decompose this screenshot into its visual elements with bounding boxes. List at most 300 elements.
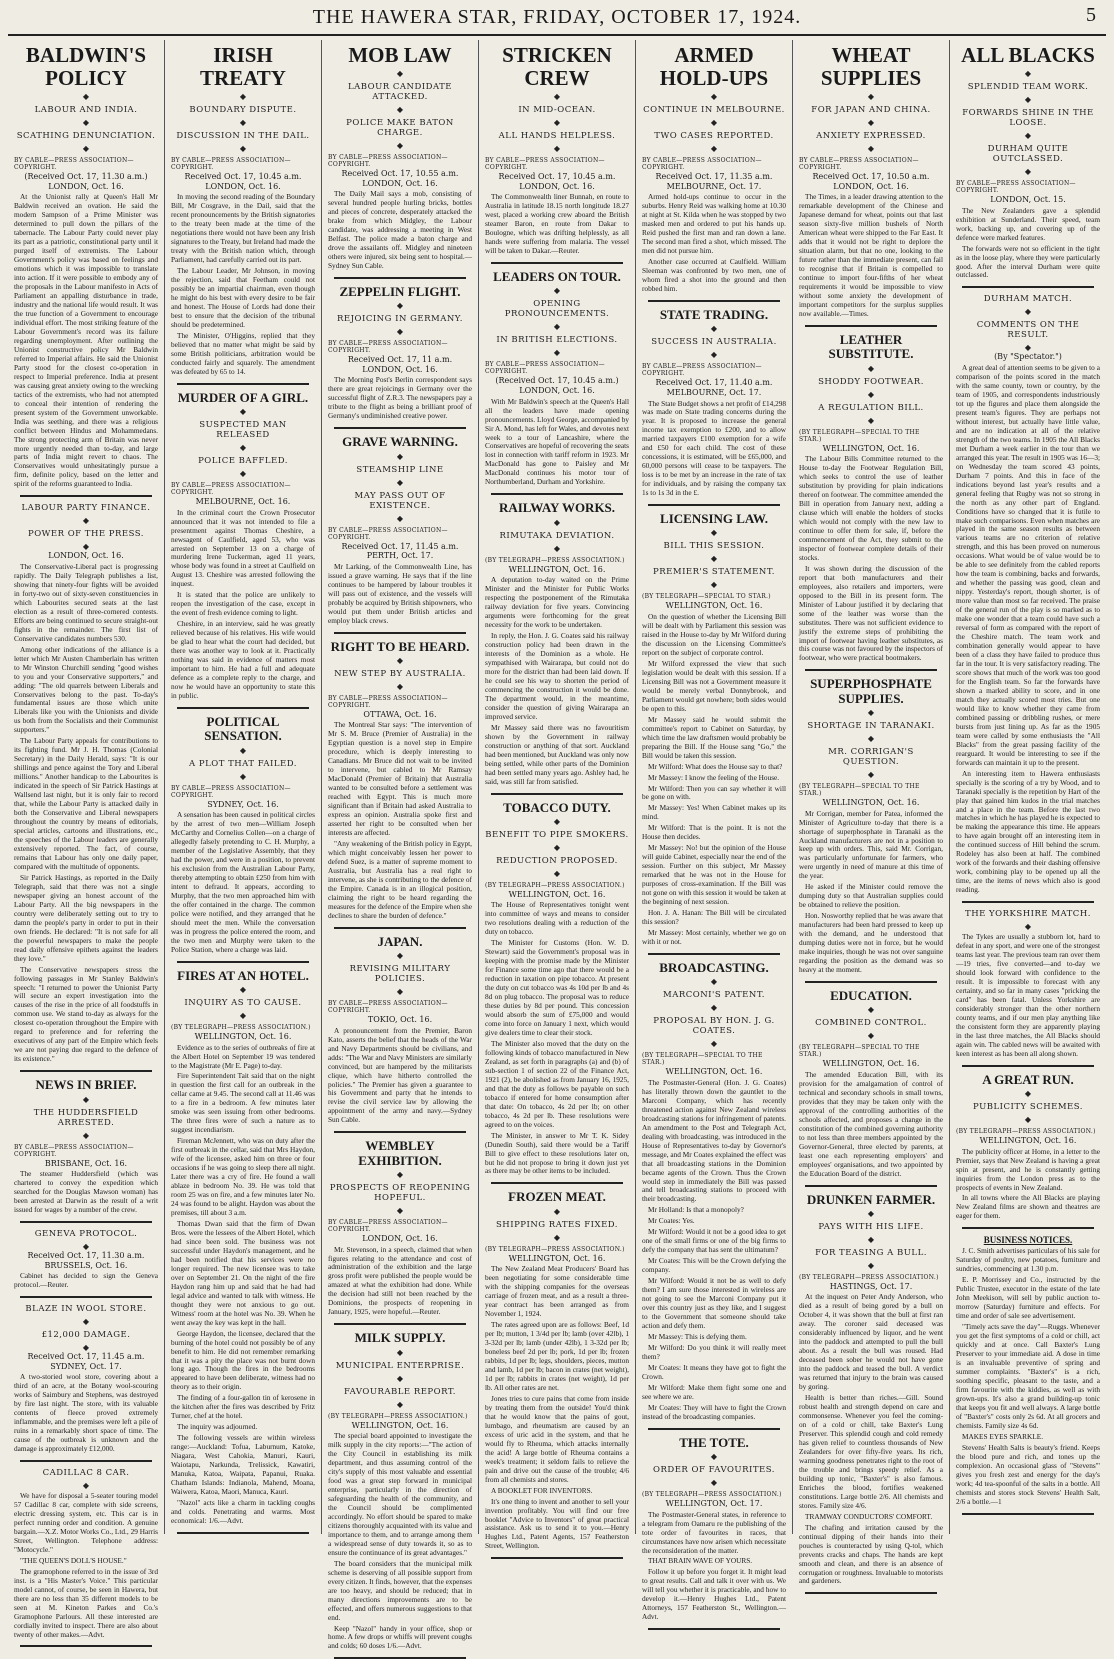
article — [14, 1229, 158, 1290]
dateline: Received Oct. 17, 11.40 a.m. — [655, 378, 773, 388]
ornament-divider: ◆ — [82, 1241, 90, 1251]
ornament-divider: ◆ — [396, 141, 404, 151]
dateline: LONDON, Oct. 16. — [48, 551, 124, 561]
body-paragraph: The House of Representatives tonight went into committee of ways and means to consider two resolutions dealing with a reduction of the duty on tobacco. — [485, 900, 629, 937]
column — [322, 40, 479, 1651]
subheading: FOR TEASING A BULL. — [815, 1247, 927, 1258]
article — [171, 44, 315, 377]
article — [328, 935, 472, 1126]
ornament-divider: ◆ — [239, 407, 247, 417]
dateline: Received Oct. 17, 10.45 a.m. — [184, 172, 302, 182]
dateline: HASTINGS, Oct. 17. — [829, 1281, 913, 1291]
article — [328, 285, 472, 421]
body-paragraph: Mr Massey: Most certainly, whether we go on with it or not. — [642, 928, 786, 946]
ornament-divider: ◆ — [396, 69, 404, 79]
article — [956, 1235, 1100, 1506]
ornament-divider: ◆ — [239, 144, 247, 154]
byline: BY CABLE—PRESS ASSOCIATION—COPYRIGHT. — [642, 157, 762, 172]
byline: BY CABLE—PRESS ASSOCIATION—COPYRIGHT. — [328, 1218, 448, 1233]
subheading: THE HUDDERSFIELD ARRESTED. — [33, 1107, 139, 1128]
body-paragraph: A deputation to-day waited on the Prime Minister and the Minister for Public Works respecting the postponement of the Rimutaka railway deviation for five years. Convincing arguments were forthcoming for the great necessity for the work to be undertaken. — [485, 575, 629, 630]
article — [642, 308, 786, 498]
body-paragraph: Mr Massey said there was no favouritism shown by the Government in railway construction or anything of that sort. Auckland had been mentioned, but Auckland was only now being settled, while other parts of the Dominion had been settled many years ago. Ashley had, he said, was still far from satisfied. — [485, 722, 629, 786]
article — [328, 1139, 472, 1317]
dateline: Received Oct. 17, 11.35 a.m. — [655, 172, 773, 182]
ornament-divider: ◆ — [396, 655, 404, 665]
article-separator — [962, 901, 1094, 903]
ornament-divider: ◆ — [867, 389, 875, 399]
dateline: MELBOURNE, Oct. 17. — [666, 181, 762, 191]
ornament-divider: ◆ — [82, 1317, 90, 1327]
ornament-divider: ◆ — [710, 1003, 718, 1013]
byline: BY CABLE—PRESS ASSOCIATION—COPYRIGHT. — [485, 157, 605, 172]
subheading: LABOUR CANDIDATE ATTACKED. — [347, 82, 453, 103]
body-paragraph: The New Zealand Meat Producers' Board has been negotiating for some considerable time with the shipping companies for the overseas carriage of frozen meat, and as a result a three-year contract has been arranged as from November 1, 1924. — [485, 1264, 629, 1319]
article-separator — [648, 1628, 780, 1630]
subheading: THE YORKSHIRE MATCH. — [965, 909, 1091, 920]
headline: TOBACCO DUTY. — [503, 799, 611, 815]
body-paragraph: The Daily Mail says a mob, consisting of several hundred people hurling bricks, bottles and pieces of concrete, desperately attacked the brake from which Midgley, the Labour candidate, was addressing a meeting in West Belfast. The police made a baton charge and drove the assailants off. Midgley and nineteen others were injured, six being sent to hospital.—Sydney Sun Cable. — [328, 189, 472, 271]
subheading: COMMENTS ON THE RESULT. — [976, 320, 1080, 341]
body-paragraph: The Labour Bills Committee returned to the House to-day the Footwear Regulation Bill, which seeks to control the use of leather substitution by providing for plain indications thereof on footwear. The committee amended the Bill in operation from January next, adding a clause which will enable the holders of stocks which would not comply with the new law to continue to offer them for sale, if, before the commencement of the Act, they submit to the inspector of footwear complete details of their stocks. — [799, 454, 943, 562]
article-separator — [491, 793, 623, 795]
ornament-divider: ◆ — [396, 1169, 404, 1179]
ornament-divider: ◆ — [553, 348, 561, 358]
article-separator — [334, 427, 466, 429]
subheading: PREMIER'S STATEMENT. — [653, 567, 775, 578]
ornament-divider: ◆ — [82, 516, 90, 526]
body-paragraph: Mr Massey: No! but the opinion of the House will guide Cabinet, especially near the end of the session. Further on this subject, Mr Massey remarked that he was not in the House for purposes of cross-examination. If the Bill was not gone on with this session it would be taken at the beginning of next session. — [642, 843, 786, 907]
body-paragraph: The following vessels are within wireless range:—Auckland: Tofua, Laburnum, Katoke, Niagara, West Cahokia, Manuri, Kauri, Waiotapu, Narkunda, Trelissick, Kawatiri, Manuka, Katoa, Waipata, Papanui, Ruaka. Chatham Islands: Indianola, Mahend, Moana, Waiwera, Katoa, Maori, Manuca, Kauri. — [171, 1433, 315, 1497]
body-paragraph: Mr Holland: Is that a monopoly? — [648, 1205, 744, 1215]
byline: BY CABLE—PRESS ASSOCIATION—COPYRIGHT. — [328, 694, 448, 709]
body-paragraph: He asked if the Minister could remove the dumping duty so that Australian supplies could be obtained to relieve the position. — [799, 882, 943, 910]
article-separator — [805, 1592, 937, 1594]
body-paragraph: The chafing and irritation caused by the continual dipping of their hands into their pouches is counteracted by using Q-tol, which prevents cracks and chaps. The hands are kept smooth and clean, and there is an absence of corrugation or roughness. Invaluable to motorists and gardeners. — [799, 1522, 943, 1586]
subheading: DURHAM QUITE OUTCLASSED. — [987, 144, 1069, 165]
subheading: SUCCESS IN AUSTRALIA. — [651, 337, 777, 348]
ornament-divider: ◆ — [867, 144, 875, 154]
ornament-divider: ◆ — [710, 92, 718, 102]
dateline: OTTAWA, Oct. 16. — [363, 709, 437, 719]
ornament-divider: ◆ — [867, 708, 875, 717]
body-paragraph: "Nazol" acts like a charm in tackling coughs and colds. Penetrating and warms. Most economical: 1/6.—Advt. — [171, 1498, 315, 1525]
ornament-divider: ◆ — [867, 1031, 875, 1041]
ornament-divider: ◆ — [396, 1399, 404, 1409]
ornament-divider: ◆ — [396, 513, 404, 523]
byline: (BY TELEGRAPH—PRESS ASSOCIATION.) — [956, 1128, 1096, 1136]
body-paragraph: The forwards were not so efficient in the tight as in the loose play, where they were particularly good. After the interval Durham were quite outclassed. — [956, 243, 1100, 280]
subheading: FOR JAPAN AND CHINA. — [811, 105, 931, 116]
dateline: WELLINGTON, Oct. 16. — [822, 798, 920, 807]
byline: (BY TELEGRAPH—PRESS ASSOCIATION.) — [171, 1023, 311, 1031]
subheading: DURHAM MATCH. — [983, 294, 1073, 305]
body-paragraph: Another case occurred at Caulfield. William Sleeman was confronted by two men, one of whom fired a shot into the ground and then robbed him. — [642, 257, 786, 294]
dateline: BRISBANE, Oct. 16. — [44, 1158, 128, 1168]
headline: EDUCATION. — [830, 988, 912, 1004]
ornament-divider: ◆ — [553, 842, 561, 852]
article — [642, 512, 786, 947]
subheading: NEW STEP BY AUSTRALIA. — [334, 668, 466, 679]
ornament-divider: ◆ — [710, 144, 718, 154]
article — [171, 715, 315, 955]
headline: ALL BLACKS — [961, 43, 1095, 67]
body-paragraph: Among other indications of the alliance is a letter which Mr Austen Chamberlain has written to Mr Winston Churchill sending "good wishes to you and your Conservative supporters," and adding: "The old quarrels between Liberals and Conservatives belong to the past. To-day's fundamental issues are those which unite Liberals like you with the Unionists and divide us both from the Socialists and their Communist supporters." — [14, 644, 158, 735]
subheading: DISCUSSION IN THE DAIL. — [176, 131, 310, 142]
article-separator — [491, 1182, 623, 1184]
article — [328, 1331, 472, 1651]
headline: MURDER OF A GIRL. — [177, 389, 309, 405]
subheading: SHODDY FOOTWEAR. — [818, 376, 924, 387]
headline: LICENSING LAW. — [660, 511, 768, 527]
body-paragraph: The Labour Leader, Mr Johnson, in moving the rejection, said that Feetham could not possibly be an impartial chairman, even though he might do his best with every desire to be fair and honest. The House of Lords had done their best to ensure that the decision of the tribunal should be predetermined. — [171, 266, 315, 329]
ornament-divider: ◆ — [553, 144, 561, 154]
ornament-divider: ◆ — [239, 984, 247, 994]
dateline: SYDNEY, Oct. 16. — [207, 799, 279, 809]
article-separator — [648, 953, 780, 955]
ornament-divider: ◆ — [1024, 167, 1032, 177]
ornament-divider: ◆ — [553, 92, 561, 102]
ornament-divider: ◆ — [239, 1010, 247, 1020]
masthead-title: THE HAWERA STAR, FRIDAY, OCTOBER 17, 1924. — [312, 5, 802, 28]
headline: BROADCASTING. — [659, 959, 769, 975]
ornament-divider: ◆ — [1024, 95, 1032, 105]
headline: JAPAN. — [377, 933, 423, 949]
body-paragraph: J. C. Smith advertises particulars of his sale for Saturday of poultry, new potatoes, furniture and sundries, commencing at 1.30 p.m. — [956, 1246, 1100, 1274]
ornament-divider: ◆ — [396, 681, 404, 691]
ornament-divider: ◆ — [867, 363, 875, 373]
article-separator — [177, 383, 309, 385]
article — [14, 1304, 158, 1454]
article-separator — [334, 1323, 466, 1325]
ornament-divider: ◆ — [239, 745, 247, 755]
article-separator — [20, 1221, 152, 1223]
article — [799, 989, 943, 1179]
article — [799, 333, 943, 663]
ornament-divider: ◆ — [82, 118, 90, 128]
article — [956, 294, 1100, 895]
body-paragraph: Mr. Stevenson, in a speech, claimed that when figures relating to the attendance and cost of administration of the exhibition and the large gross profit were published the people would be amazed at what the exhibition had done. While the decision had still not been reached by the Dominions, the prospects of reopening in January, 1925, were hopeful.—Reuter. — [328, 1244, 472, 1317]
body-paragraph: Cheshire, in an interview, said he was greatly relieved because of his relatives. His wife would be glad to hear what the court had decided, but there was another way to look at it. Practically nothing was said in evidence of matters most important to him. He had a full and adequate defence as a complete reply to the charge, and now he would have an opportunity to state this in public. — [171, 619, 315, 701]
ornament-divider: ◆ — [396, 451, 404, 461]
body-paragraph: Mr Wilford: What does the House say to that? — [648, 761, 783, 771]
ornament-divider: ◆ — [867, 1234, 875, 1244]
body-paragraph: It's one thing to invent and another to sell your invention profitably. You will find our free booklet "Advice to Inventors" of great practical assistance. Ask us to send it to you.—Henry Hughes Ltd., Patent Agents, 157 Featherston Street, Wellington. — [485, 1496, 629, 1551]
subheading: BLAZE IN WOOL STORE. — [25, 1304, 147, 1315]
ornament-divider: ◆ — [396, 327, 404, 337]
ornament-divider: ◆ — [553, 286, 561, 296]
subheading: £12,000 DAMAGE. — [41, 1330, 131, 1341]
subheading: IN MID-OCEAN. — [518, 105, 596, 116]
article-separator — [334, 632, 466, 634]
subheading: POWER OF THE PRESS. — [27, 529, 144, 540]
byline: BY CABLE—PRESS ASSOCIATION—COPYRIGHT. — [14, 1143, 134, 1158]
dateline: MELBOURNE, Oct. 17. — [666, 387, 762, 397]
dateline: MELBOURNE, Oct. 16. — [195, 497, 291, 507]
body-paragraph: Keep "Nazol" handy in your office, shop or home. A few drops or whiffs will prevent coughs and colds; 60 doses 1/6.—Advt. — [328, 1623, 472, 1651]
body-paragraph: Mr Larking, of the Commonwealth Line, has issued a grave warning. He says that if the line continues to be hampered by labour troubles it will pass out of existence, and the vessels will probably be acquired by British shipowners, who would put them under British articles and employ black crews. — [328, 561, 472, 625]
ornament-divider: ◆ — [710, 580, 718, 590]
byline: (BY TELEGRAPH—SPECIAL TO THE STAR.) — [799, 783, 920, 797]
subheading: SHIPPING RATES FIXED. — [495, 1219, 619, 1230]
article-separator — [334, 927, 466, 929]
dateline: BRUSSELS, Oct. 16. — [44, 1260, 128, 1270]
article-separator — [491, 493, 623, 495]
byline: BY CABLE—PRESS ASSOCIATION—COPYRIGHT. — [328, 526, 448, 541]
subheading: SPLENDID TEAM WORK. — [967, 82, 1089, 93]
headline: ZEPPELIN FLIGHT. — [339, 284, 461, 299]
byline: (BY TELEGRAPH—SPECIAL TO THE STAR.) — [799, 428, 920, 443]
article — [14, 1078, 158, 1215]
article-separator — [648, 504, 780, 506]
body-paragraph: Fire Superintendent Tait said that on the night in question the first call for an outbreak in the cellar came at 9.45. The second call at 11.46 was to a fire in a bedroom. A few minutes later smoke was seen issuing from other bedrooms. The three fires were of such a nature as to suggest incendiarism. — [171, 1071, 315, 1135]
body-paragraph: The Tykes are usually a stubborn lot, hard to defeat in any sport, and were one of the strongest teams last year. The previous team ran over them—19 tries, five converted—and to-day we should look forward with confidence to the result. It is impossible to forecast with any certainty, and so far in many cases "pricking the card" has been fatal. Unless Yorkshire are considerably stronger than the other northern county teams, and if our men play anything like the consistent form they are apparently playing in the last three matches, the All Blacks should again win. The cabled news will be awaited with keen interest as has been all along shown. — [956, 932, 1100, 1058]
article-separator — [334, 277, 466, 279]
headline: IRISH TREATY — [200, 43, 286, 91]
headline: STRICKEN CREW — [502, 43, 612, 91]
column — [165, 40, 322, 1534]
body-paragraph: The amended Education Bill, with its provision for the amalgamation of control of technical and secondary schools in small towns, provides that they may be taken only with the approval of the controlling authorities of the schools affected, and proposes a change in the constitution of the combined governing authority to not less than three members appointed by the Governor-General, three elected by parents, at least one each representing employers' and employees' organisations, and two appointed by the Education Board of the district. — [799, 1069, 943, 1178]
body-paragraph: TRAMWAY CONDUCTORS' COMFORT. — [805, 1511, 933, 1521]
byline: (BY TELEGRAPH—PRESS ASSOCIATION.) — [485, 1245, 625, 1253]
headline: DRUNKEN FARMER. — [806, 1191, 936, 1207]
article — [485, 44, 629, 256]
headline: WEMBLEY EXHIBITION. — [358, 1138, 442, 1168]
byline: BY CABLE—PRESS ASSOCIATION—COPYRIGHT. — [799, 157, 919, 172]
body-paragraph: The Minister also moved that the duty on the following kinds of tobacco manufactured in New Zealand, as set forth in paragraphs (a) and (b) of sub-section 1 of section 22 of the Finance Act, 1921 (2), be abolished as from January 16, 1925, and that the duty as follows be payable on such tobacco if entered for home consumption after that date: On tobacco, 4s 2d per lb; on other tobacco, 4s 2d per lb. These resolutions were agreed to on the voices. — [485, 1038, 629, 1129]
byline: BY CABLE—PRESS ASSOCIATION—COPYRIGHT. — [14, 157, 134, 172]
subheading: FAVOURABLE REPORT. — [344, 1386, 456, 1397]
article — [642, 1436, 786, 1623]
article — [799, 677, 943, 975]
ornament-divider: ◆ — [1024, 343, 1032, 353]
body-paragraph: Armed hold-ups continue to occur in the suburbs. Henry Reid was walking home at 10.30 at night at St. Kilda when he was stopped by two masked men and ordered to put his hands up. Reid pushed the first man and ran down a lane. The second man fired a shot, which missed. The men did not pursue him. — [642, 192, 786, 256]
ornament-divider: ◆ — [396, 105, 404, 115]
body-paragraph: On the question of whether the Licensing Bill will be dealt with by Parliament this session was raised in the House to-day by Mr Wilford during the discussion on the Licensing Committee's report on the subject of corporate control. — [642, 612, 786, 657]
body-paragraph: The steamer Huddersfield (which was chartered to convey the expedition which searched for the Douglas Mawson woman) has been arrested at Darwin as the result of a writ issued for wages by a number of the crew. — [14, 1169, 158, 1214]
headline: LEADERS ON TOUR. — [493, 269, 621, 285]
byline: (BY TELEGRAPH—SPECIAL TO STAR.) — [642, 593, 771, 601]
subheading: LABOUR PARTY FINANCE. — [21, 503, 151, 514]
headline: ARMED HOLD-UPS — [659, 43, 769, 91]
ornament-divider: ◆ — [553, 118, 561, 128]
ornament-divider: ◆ — [82, 1343, 90, 1353]
article-separator — [962, 1227, 1094, 1229]
body-paragraph: Mr Wilford: Would it not be a good idea to get one of the small firms or one of the big firms to defy the company that has sent the ultimatum? — [642, 1227, 786, 1255]
dateline: WELLINGTON, Oct. 16. — [351, 1420, 449, 1430]
body-paragraph: Mr Coates: It means they have got to fight the Crown. — [642, 1362, 786, 1381]
subheading: REVISING MILITARY POLICIES. — [349, 964, 451, 985]
article — [171, 969, 315, 1526]
body-paragraph: In the criminal court the Crown Prosecutor announced that it was not intended to file a presentment against Thomas Cheshire, a newsagent of Caulfield, aged 53, who was arrested on September 13 on a charge of murdering Irene Tuckerman, aged 11 years, whose body was found in a street at Caulfield on August 13. Cheshire was arrested following the inquest. — [171, 507, 315, 589]
body-paragraph: A sensation has been caused in political circles by the arrest of two men—William Joseph McCarthy and Cornelius Collen—on a charge of allegedly falsely pretending to C. H. Murphy, a member of the Legislative Assembly, that they had the power, and were in a position, to prevent his exclusion from the Australian Labour Party, thereby attempting to obtain £250 from him with intent to defraud. It appears, according to Murphy, that the two men approached him with the offer contained in the charge. The common police were notified, and they arranged that he should meet the men. While the conversation was in progress the police entered the room, and the two men and Murphy were taken to the Police Station, where a charge was laid. — [171, 810, 315, 954]
byline: BY CABLE—PRESS ASSOCIATION—COPYRIGHT. — [328, 1000, 448, 1015]
body-paragraph: Mr Wilford: That is the point. It is not the House then decides. — [642, 823, 786, 842]
dateline: LONDON, Oct. 16. — [362, 178, 438, 188]
dateline: WELLINGTON, Oct. 16. — [665, 1067, 763, 1077]
headline: MOB LAW — [348, 43, 452, 67]
article-separator — [648, 1428, 780, 1430]
byline: (BY TELEGRAPH—SPECIAL TO THE STAR.) — [642, 1052, 763, 1067]
subheading: LABOUR AND INDIA. — [34, 105, 138, 116]
dateline: LONDON, Oct. 16. — [833, 181, 909, 191]
subheading: BILL THIS SESSION. — [663, 541, 765, 552]
body-paragraph: Thomas Dwan said that the firm of Dwan Bros. were the lessees of the Albert Hotel, which had since been sold. The business was not successful under Haydon's management, and he had been notified that his services were no longer required. The new licensee was to take over on September 21. On the night of the fire Haydon rang him up and said that he had had legal advice and wanted to talk with witness. He thought they were not anxious to go out. Witness' room at the hotel was No. 39. When he went away the key was kept in the hall. — [171, 1218, 315, 1327]
article-separator — [20, 1460, 152, 1462]
article-separator — [177, 707, 309, 709]
headline: FIRES AT AN HOTEL. — [177, 967, 309, 983]
ornament-divider: ◆ — [553, 868, 561, 878]
article-separator — [20, 1296, 152, 1298]
byline: BY CABLE—PRESS ASSOCIATION—COPYRIGHT. — [485, 361, 605, 376]
article — [328, 44, 472, 271]
subheading: ORDER OF FAVOURITES. — [653, 1465, 775, 1476]
body-paragraph: Hon. J. A. Hanan: The Bill will be circulated this session? — [642, 908, 786, 927]
subheading: BOUNDARY DISPUTE. — [189, 105, 297, 116]
body-paragraph: At the inquest on Peter Andy Anderson, who died as a result of being gored by a bull on October 4, it was shown that the bull at first ran away. The coroner said deceased was considerably influenced by liquor, and he went into the paddock and attempted to pull the bull about. As a result the bull was roused. Had deceased been sober he would not have gone into the paddock and teased the bull. A verdict was returned that injury to the brain was caused by goring. — [799, 1292, 943, 1392]
article — [956, 1073, 1100, 1222]
article — [485, 501, 629, 786]
ornament-divider: ◆ — [867, 1260, 875, 1270]
body-paragraph: The Times, in a leader drawing attention to the remarkable development of the Chinese and Japanese demand for wheat, points out that last season sixty-five million bushels of North American wheat were shipped to the Far East. It adds that it would not be right to deplore the situation alarm, but that no one, looking to the future rather than the immediate present, can fail to recognise that if Britain is compelled to continue to import four-fifths of her wheat requirements it would be impossible to view without some anxiety the development of important competitors for the surplus supplies now available.—Times. — [799, 192, 943, 318]
body-paragraph: Mr Coates: Yes. — [648, 1216, 695, 1226]
body-paragraph: The publicity officer at Home, in a letter to the Premier, says that New Zealand is having a great spin at present, and he is constantly getting inquiries from the London press as to the prospects of events in New Zealand. — [956, 1146, 1100, 1192]
headline: FROZEN MEAT. — [508, 1189, 606, 1205]
subheading: ANXIETY EXPRESSED. — [816, 131, 926, 142]
ornament-divider: ◆ — [396, 477, 404, 487]
ornament-divider: ◆ — [710, 977, 718, 987]
body-paragraph: The Minister, in answer to Mr T. K. Sidey (Dunedin South), said there would be a Tariff Bill to give effect to these resolutions later on, but he did not propose to bring it down just yet as there may be other items to be included. — [485, 1130, 629, 1176]
ornament-divider: ◆ — [82, 542, 90, 552]
column — [950, 40, 1106, 1534]
ornament-divider: ◆ — [867, 118, 875, 128]
dateline: Received Oct. 17, 10.45 a.m. — [498, 172, 616, 182]
body-paragraph: Mr Massey: This is defying them. — [648, 1332, 747, 1342]
ornament-divider: ◆ — [239, 443, 247, 453]
subheading: POLICE BAFFLED. — [198, 456, 288, 467]
subheading: A PLOT THAT FAILED. — [189, 758, 297, 769]
byline: BY CABLE—PRESS ASSOCIATION—COPYRIGHT. — [328, 154, 448, 169]
ornament-divider: ◆ — [396, 987, 404, 997]
subheading: TWO CASES REPORTED. — [654, 131, 774, 142]
dateline: (Received Oct. 17, 11.30 a.m.) — [24, 172, 148, 182]
subheading: REJOICING IN GERMANY. — [336, 314, 464, 325]
dateline: LONDON, Oct. 16. — [362, 1233, 438, 1243]
body-paragraph: A pronouncement from the Premier, Baron Kato, asserts the belief that the heads of the War and Navy Departments should be civilians, and adds: "The War and Navy Ministers are similarly convinced, but are hampered by the militarists clique, which have hitherto controlled the policies." The Premier has given a guarantee to his Government and party that he intends to revise the civil service law by allowing the appointment of the army and navy.—Sydney Sun Cable. — [328, 1025, 472, 1125]
headline: LEATHER SUBSTITUTE. — [828, 331, 914, 362]
ornament-divider: ◆ — [710, 324, 718, 334]
byline: (BY TELEGRAPH—PRESS ASSOCIATION.) — [485, 881, 625, 889]
body-paragraph: In reply, the Hon. J. G. Coates said his railway construction policy had been drawn in the interests of the Dominion as a whole. He sympathised with Wairarapa, but could not do more for the district than had been laid down. If he could see his way to shorten the period of commencing the construction it would be done. The department would, in the meantime, consider the question of giving Wairarapa an improved service. — [485, 631, 629, 721]
dateline: LONDON, Oct. 15. — [990, 195, 1066, 205]
headline: RAILWAY WORKS. — [498, 500, 616, 516]
ornament-divider: ◆ — [239, 92, 247, 102]
byline: BY CABLE—PRESS ASSOCIATION—COPYRIGHT. — [642, 363, 762, 378]
headline: RIGHT TO BE HEARD. — [330, 638, 470, 654]
body-paragraph: Mr Massey said he would submit the committee's report to Cabinet on Saturday, by which time the law draftsmen would probably be preparing the Bill. If the House sang "Go," the Bill would be taken this session. — [642, 714, 786, 760]
body-paragraph: Follow it up before you forget it. It might lead to great results. Call and talk it over with us. We will tell you whether it is practicable, and how to develop it.—Henry Hughes Ltd., Patent Attorneys, 157 Featherston St., Wellington.—Advt. — [642, 1567, 786, 1622]
body-paragraph: Mr Massey: Yes! When Cabinet makes up its mind. — [642, 803, 786, 822]
ornament-divider: ◆ — [1024, 307, 1032, 317]
dateline: PERTH, Oct. 17. — [366, 551, 434, 561]
body-paragraph: "THE QUEEN'S DOLL'S HOUSE." — [20, 1555, 127, 1565]
article — [485, 1190, 629, 1551]
ornament-divider: ◆ — [710, 118, 718, 128]
dateline: LONDON, Oct. 16. — [519, 386, 595, 396]
dateline: TOKIO, Oct. 16. — [367, 1015, 433, 1025]
ornament-divider: ◆ — [710, 528, 718, 538]
headline: SUPERPHOSPHATE SUPPLIES. — [810, 676, 932, 706]
dateline: WELLINGTON, Oct. 16. — [665, 601, 763, 611]
ornament-divider: ◆ — [396, 1205, 404, 1215]
ornament-divider: ◆ — [82, 144, 90, 154]
body-paragraph: The special board appointed to investigate the milk supply in the city reports:—"The action of the City Council in establishing its milk department, and thus assuming control of the city's supply of this most valuable and essential food was a great step forward in municipal enterprise, particularly in the direction of safeguarding the health of the community, and the Council should be complimented accordingly. No effort should be spared to make citizens thoroughly acquainted with its value and importance to them, and to arrange among them a widespread sense of duty towards it, so as to ensure the continuance of its great advantages." — [328, 1431, 472, 1557]
dateline: WELLINGTON, Oct. 16. — [508, 1253, 606, 1263]
article-separator — [962, 1065, 1094, 1067]
subheading: PROSPECTS OF REOPENING HOPEFUL. — [329, 1182, 471, 1203]
subheading: CONTINUE IN MELBOURNE. — [643, 105, 785, 116]
body-paragraph: With Mr Baldwin's speech at the Queen's Hall all the leaders have made opening pronouncements. Lloyd George, accompanied by Sir A. Mond, has left for Wales, and devotes next week to a tour of Lancashire, where the Conservatives are hopeful of recovering the seats lost in connection with tariff reform in 1923. Mr MacDonald has gone to Paisley and Mr MacDonald continues his motor tour of Northumberland, Durham and Yorkshire. — [485, 396, 629, 487]
body-paragraph: A BOOKLET FOR INVENTORS. — [491, 1485, 593, 1495]
dateline: LONDON, Oct. 16. — [48, 181, 124, 191]
column — [793, 40, 950, 1586]
dateline: Received Oct. 17, 11.45 a.m. — [27, 1352, 145, 1362]
article — [14, 1468, 158, 1640]
subheading: RIMUTAKA DEVIATION. — [499, 530, 615, 541]
dateline: LONDON, Oct. 16. — [362, 364, 438, 374]
dateline: LONDON, Oct. 16. — [205, 181, 281, 191]
body-paragraph: An interesting item to Hawera enthusiasts specially is the scoring of a try by Wood, and to Taranaki specially is the repetition by Hart of the play that gained him kudos in the trial matches and a place in the team. Before the last two matches in which he has played he is expected to be making the appearance this time. He appears to have again brought off an interesting item in the continued success of Hill behind the scrum. Rodeley has also been at half. The combined work of the forwards and their dashing offensive work, combining play to be opened up all the time, are the items of news which also is good reading. — [956, 768, 1100, 895]
article-separator — [334, 1131, 466, 1133]
body-paragraph: Mr Wilford: Do you think it will really meet them? — [642, 1342, 786, 1361]
dateline: WELLINGTON, Oct. 17. — [665, 1499, 763, 1509]
dateline: WELLINGTON, Oct. 16. — [508, 564, 606, 574]
body-paragraph: The inquiry was adjourned. — [177, 1422, 258, 1432]
body-paragraph: Mr Wilford expressed the view that such legislation would be dealt with this session. If a Licensing Bill was not a Government measure it would be merely verbal Donnybrook, and Parliament would get nowhere; both sides would be open to this. — [642, 658, 786, 713]
article-separator — [491, 1557, 623, 1559]
ornament-divider: ◆ — [553, 1206, 561, 1216]
subheading: A REGULATION BILL. — [818, 402, 924, 413]
subheading: GENEVA PROTOCOL. — [34, 1228, 138, 1239]
article — [799, 44, 943, 319]
body-paragraph: It was shown during the discussion of the report that both manufacturers and their employees, also retailers and importers, were opposed to the Bill in its present form. The Minister of Labour justified it by declaring that some of the leather was worse than the substitutes. There was not sufficient evidence to justify the extreme steps of prohibiting the import of footwear having leather substitutes, as this course was not favoured by the inspectors of footwear, who were practical bootmakers. — [799, 563, 943, 663]
body-paragraph: The Conservative newspapers stress the following passages in Mr Stanley Baldwin's speech: "I returned to power the Unionist Party will secure an expert investigation into the causes of the rise in the price of all foodstuffs in common use. We stand to-day as always for the closest co-operation throughout the Empire with regard to preference and for referring the executives of any part of the Empire which feels we are not paying due regard to the defence of its existence." — [14, 964, 158, 1064]
ornament-divider: ◆ — [396, 951, 404, 961]
dateline: WELLINGTON, Oct. 16. — [822, 1059, 920, 1069]
article-separator — [962, 1513, 1094, 1515]
subheading: SCATHING DENUNCIATION. — [16, 131, 156, 142]
article — [171, 391, 315, 701]
subheading: BENEFIT TO PIPE SMOKERS. — [485, 829, 629, 840]
article — [642, 44, 786, 294]
dateline: Received Oct. 17, 11 a.m. — [347, 355, 453, 365]
subheading: POLICE MAKE BATON CHARGE. — [346, 118, 454, 139]
article — [14, 503, 158, 1064]
article — [328, 640, 472, 921]
ornament-divider: ◆ — [1024, 1115, 1032, 1125]
byline: BY CABLE—PRESS ASSOCIATION—COPYRIGHT. — [328, 340, 448, 355]
ornament-divider: ◆ — [82, 1094, 90, 1104]
article-separator — [805, 981, 937, 983]
headline: STATE TRADING. — [659, 307, 769, 323]
byline: (BY TELEGRAPH—PRESS ASSOCIATION.) — [328, 1412, 468, 1420]
subheading: MR. CORRIGAN'S QUESTION. — [828, 747, 914, 767]
article-separator — [20, 495, 152, 497]
body-paragraph: Sir Patrick Hastings, as reported in the Daily Telegraph, said that there was not a single newspaper giving an honest account of the Labour Party. All the big newspapers in the country were deliberately setting out to try to damn the people's party in order to put in their own friends. He declared: "It is not safe for all the powerful newspapers to make the people read daily offensive epithets against the leaders they love." — [14, 872, 158, 963]
column — [479, 40, 636, 1551]
body-paragraph: The board considers that the municipal milk scheme is deserving of all possible support from every citizen. It finds, however, that the expenses are too heavy, and should be reduced; that in many directions improvements are to be effected, and offers numerous suggestions to that end. — [328, 1558, 472, 1622]
body-paragraph: A two-storied wool store, covering about a third of an acre, at the Botany wool-scouring works of Saimbury and Stephens, was destroyed by fire last night. The store, with its valuable contents of fleece proved extremely inflammable, and the premises were left a pile of ruins in a remarkably short space of time. The cause of the outbreak is unknown and the damage is approximately £12,000. — [14, 1372, 158, 1454]
